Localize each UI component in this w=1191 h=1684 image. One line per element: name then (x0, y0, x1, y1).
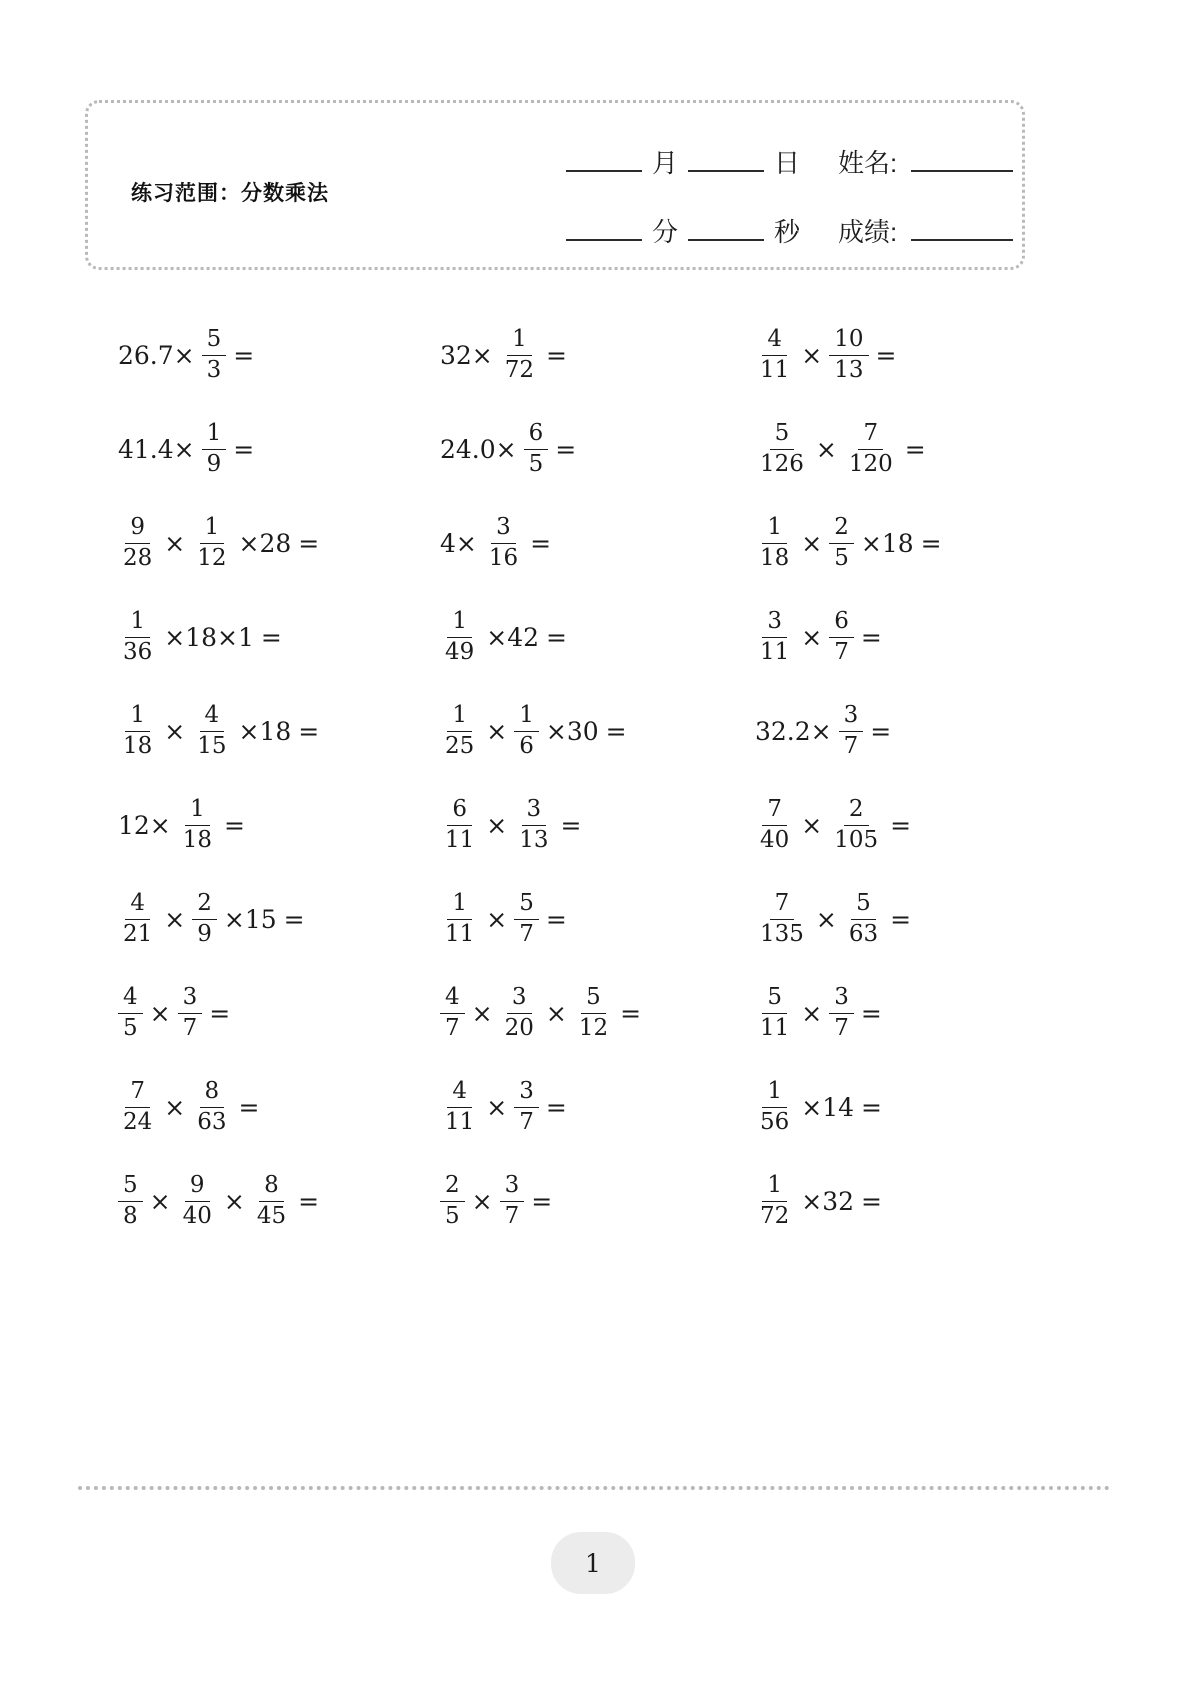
denominator: 11 (760, 356, 790, 383)
denominator: 72 (504, 356, 535, 383)
equals-sign: = (209, 998, 231, 1028)
fraction (755, 890, 809, 947)
denominator: 11 (445, 920, 475, 947)
numerator: 7 (762, 796, 787, 825)
problem-10 (118, 590, 440, 684)
operand: × (815, 904, 837, 934)
numerator: 7 (125, 1078, 150, 1107)
problem-12 (755, 590, 1042, 684)
fraction (118, 1172, 143, 1229)
operand: 32.2× (755, 716, 832, 746)
denominator: 7 (834, 1014, 849, 1041)
denominator: 3 (206, 356, 222, 383)
denominator: 63 (197, 1108, 227, 1135)
fraction (755, 420, 809, 477)
equals-sign: = (890, 904, 912, 934)
equals-sign: = (860, 998, 882, 1028)
problem-14 (440, 684, 755, 778)
numerator: 5 (118, 1172, 143, 1201)
page-number-pill (551, 1532, 635, 1594)
fraction (755, 326, 794, 383)
numerator: 1 (125, 702, 150, 731)
operand: × (486, 904, 508, 934)
fraction (514, 702, 539, 759)
fraction (755, 796, 794, 853)
fraction (844, 420, 898, 477)
problem-17 (440, 778, 755, 872)
numerator: 9 (125, 514, 150, 543)
equals-sign: = (233, 434, 255, 464)
operand: ×28 (238, 528, 292, 558)
problem-13 (118, 684, 440, 778)
denominator: 9 (197, 920, 212, 947)
equals-sign: = (545, 1092, 567, 1122)
fraction (829, 796, 883, 853)
denominator: 11 (445, 1108, 475, 1135)
numerator: 8 (200, 1078, 225, 1107)
problem-5 (440, 402, 755, 496)
denominator: 11 (445, 826, 475, 853)
page-number: 1 (585, 1548, 601, 1578)
problem-30 (755, 1154, 1042, 1248)
denominator: 7 (519, 920, 534, 947)
operand: × (801, 998, 823, 1028)
second-label: 秒 (774, 217, 801, 247)
problem-23 (440, 966, 755, 1060)
problem-29 (440, 1154, 755, 1248)
denominator: 20 (504, 1014, 534, 1041)
numerator: 3 (507, 984, 532, 1013)
operand: × (815, 434, 837, 464)
numerator: 3 (491, 514, 516, 543)
operand: × (486, 1092, 508, 1122)
denominator: 7 (834, 638, 849, 665)
numerator: 3 (839, 702, 864, 731)
denominator: 25 (445, 732, 475, 759)
numerator: 2 (829, 514, 854, 543)
numerator: 1 (200, 514, 225, 543)
operand: × (149, 1186, 171, 1216)
operand: ×14 (801, 1092, 855, 1122)
equals-sign: = (530, 528, 552, 558)
fraction (500, 326, 539, 383)
equals-sign: = (890, 810, 912, 840)
numerator: 3 (178, 984, 203, 1013)
fraction (829, 514, 854, 571)
numerator: 4 (440, 984, 465, 1013)
numerator: 3 (762, 608, 787, 637)
equals-sign: = (546, 340, 567, 370)
denominator: 11 (760, 638, 790, 665)
equals-sign: = (875, 340, 897, 370)
problem-8 (440, 496, 755, 590)
day-label: 日 (774, 148, 801, 178)
denominator: 126 (760, 450, 804, 477)
minute-blank (566, 239, 642, 241)
denominator: 40 (182, 1202, 212, 1229)
fraction (755, 514, 794, 571)
numerator: 1 (447, 702, 472, 731)
fraction (514, 796, 553, 853)
equals-sign: = (555, 434, 577, 464)
name-blank (911, 170, 1013, 172)
fraction (440, 608, 479, 665)
numerator: 5 (581, 984, 606, 1013)
fraction (252, 1172, 291, 1229)
equals-sign: = (870, 716, 892, 746)
fraction (118, 514, 157, 571)
denominator: 72 (760, 1202, 790, 1229)
denominator: 24 (123, 1108, 153, 1135)
problem-22 (118, 966, 440, 1060)
fraction (118, 1078, 157, 1135)
fraction (829, 984, 854, 1041)
fraction (192, 1078, 231, 1135)
numerator: 9 (185, 1172, 210, 1201)
fraction (192, 890, 217, 947)
fraction (755, 1172, 794, 1229)
fraction (118, 702, 157, 759)
fraction (178, 984, 203, 1041)
numerator: 3 (500, 1172, 525, 1201)
numerator: 1 (125, 608, 150, 637)
operand: × (486, 716, 508, 746)
numerator: 5 (202, 326, 227, 355)
problem-20 (440, 872, 755, 966)
problem-9 (755, 496, 1042, 590)
problem-25 (118, 1060, 440, 1154)
numerator: 4 (447, 1078, 472, 1107)
denominator: 5 (123, 1014, 138, 1041)
month-label: 月 (652, 148, 679, 178)
problem-1 (118, 308, 440, 402)
numerator: 10 (829, 326, 868, 355)
operand: 41.4× (118, 434, 195, 464)
time-score-line (566, 212, 1013, 249)
numerator: 6 (447, 796, 472, 825)
operand: ×15 (223, 904, 277, 934)
numerator: 1 (762, 514, 787, 543)
equals-sign: = (546, 622, 567, 652)
numerator: 3 (829, 984, 854, 1013)
name-label: 姓名: (838, 148, 898, 178)
operand: 24.0× (440, 434, 517, 464)
fraction (440, 796, 479, 853)
problem-2 (440, 308, 755, 402)
operand: 4× (440, 528, 477, 558)
problem-16 (118, 778, 440, 872)
denominator: 6 (519, 732, 534, 759)
numerator: 3 (522, 796, 547, 825)
fraction (118, 608, 157, 665)
fraction (440, 984, 465, 1041)
numerator: 1 (762, 1078, 787, 1107)
denominator: 15 (197, 732, 227, 759)
denominator: 7 (182, 1014, 198, 1041)
numerator: 2 (440, 1172, 465, 1201)
score-label: 成绩: (838, 217, 898, 247)
denominator: 7 (519, 1108, 534, 1135)
fraction (192, 702, 231, 759)
fraction (839, 702, 864, 759)
operand: × (471, 998, 493, 1028)
operand: × (545, 998, 567, 1028)
denominator: 9 (206, 450, 222, 477)
numerator: 6 (524, 420, 549, 449)
denominator: 12 (197, 544, 227, 571)
equals-sign: = (620, 998, 642, 1028)
problem-21 (755, 872, 1042, 966)
problem-15 (755, 684, 1042, 778)
operand: ×32 (801, 1186, 855, 1216)
numerator: 1 (514, 702, 539, 731)
denominator: 7 (843, 732, 859, 759)
numerator: 4 (125, 890, 150, 919)
denominator: 45 (256, 1202, 287, 1229)
denominator: 12 (578, 1014, 609, 1041)
denominator: 13 (834, 356, 864, 383)
fraction (440, 1078, 479, 1135)
equals-sign: = (260, 622, 282, 652)
operand: 26.7× (118, 340, 195, 370)
operand: × (486, 810, 508, 840)
denominator: 16 (488, 544, 519, 571)
denominator: 49 (445, 638, 475, 665)
equals-sign: = (560, 810, 582, 840)
numerator: 1 (447, 890, 472, 919)
problem-28 (118, 1154, 440, 1248)
fraction (829, 608, 854, 665)
numerator: 1 (762, 1172, 787, 1201)
problem-4 (118, 402, 440, 496)
operand: × (801, 340, 823, 370)
equals-sign: = (531, 1186, 553, 1216)
denominator: 5 (834, 544, 849, 571)
equals-sign: = (605, 716, 627, 746)
footer-divider (78, 1486, 1110, 1490)
denominator: 5 (528, 450, 544, 477)
problem-3 (755, 308, 1042, 402)
fraction (755, 1078, 794, 1135)
fraction (440, 702, 479, 759)
operand: ×18 (238, 716, 292, 746)
header-box (85, 100, 1025, 270)
numerator: 1 (447, 608, 472, 637)
date-name-line (566, 143, 1013, 180)
equals-sign: = (298, 716, 320, 746)
operand: ×18 (860, 528, 914, 558)
numerator: 7 (770, 890, 795, 919)
header-fields (566, 143, 1013, 249)
fraction (192, 514, 231, 571)
fraction (524, 420, 549, 477)
equals-sign: = (861, 1186, 882, 1216)
fraction (118, 984, 143, 1041)
month-blank (566, 170, 642, 172)
denominator: 5 (445, 1202, 460, 1229)
operand: ×42 (486, 622, 540, 652)
operand: × (801, 528, 823, 558)
equals-sign: = (298, 1186, 320, 1216)
score-blank (911, 239, 1013, 241)
fraction (574, 984, 613, 1041)
problem-grid (118, 308, 1042, 1248)
fraction (440, 1172, 465, 1229)
operand: ×30 (545, 716, 599, 746)
numerator: 8 (259, 1172, 284, 1201)
numerator: 1 (202, 420, 227, 449)
operand: × (223, 1186, 245, 1216)
operand: × (164, 716, 186, 746)
denominator: 18 (182, 826, 213, 853)
practice-scope-label: 练习范围：分数乘法 (131, 182, 329, 205)
problem-24 (755, 966, 1042, 1060)
numerator: 1 (507, 326, 532, 355)
fraction (118, 890, 157, 947)
denominator: 120 (848, 450, 893, 477)
denominator: 40 (760, 826, 790, 853)
problem-6 (755, 402, 1042, 496)
equals-sign: = (298, 528, 320, 558)
numerator: 4 (118, 984, 143, 1013)
fraction (514, 1078, 539, 1135)
fraction (178, 796, 217, 853)
problem-18 (755, 778, 1042, 872)
fraction (202, 420, 227, 477)
equals-sign: = (861, 1092, 882, 1122)
numerator: 5 (770, 420, 795, 449)
denominator: 135 (760, 920, 804, 947)
fraction (829, 326, 868, 383)
fraction (755, 984, 794, 1041)
denominator: 7 (445, 1014, 460, 1041)
equals-sign: = (860, 622, 882, 652)
operand: × (164, 528, 186, 558)
equals-sign: = (283, 904, 305, 934)
denominator: 28 (123, 544, 153, 571)
operand: × (801, 810, 823, 840)
fraction (500, 984, 539, 1041)
operand: × (471, 1186, 493, 1216)
equals-sign: = (238, 1092, 260, 1122)
equals-sign: = (920, 528, 942, 558)
minute-label: 分 (652, 217, 679, 247)
denominator: 56 (760, 1108, 790, 1135)
numerator: 5 (851, 890, 876, 919)
fraction (484, 514, 523, 571)
problem-27 (755, 1060, 1042, 1154)
operand: 12× (118, 810, 171, 840)
numerator: 2 (192, 890, 217, 919)
denominator: 13 (519, 826, 549, 853)
operand: × (164, 1092, 186, 1122)
equals-sign: = (224, 810, 245, 840)
denominator: 11 (760, 1014, 790, 1041)
denominator: 21 (123, 920, 153, 947)
numerator: 3 (514, 1078, 539, 1107)
fraction (844, 890, 883, 947)
second-blank (688, 239, 764, 241)
operand: × (149, 998, 171, 1028)
numerator: 6 (829, 608, 854, 637)
operand: × (801, 622, 823, 652)
denominator: 36 (123, 638, 153, 665)
numerator: 5 (762, 984, 787, 1013)
denominator: 105 (834, 826, 879, 853)
numerator: 4 (762, 326, 787, 355)
fraction (755, 608, 794, 665)
fraction (514, 890, 539, 947)
fraction (440, 890, 479, 947)
problem-11 (440, 590, 755, 684)
numerator: 7 (858, 420, 883, 449)
denominator: 18 (760, 544, 790, 571)
denominator: 8 (123, 1202, 138, 1229)
equals-sign: = (545, 904, 567, 934)
operand: ×18×1 (164, 622, 254, 652)
equals-sign: = (233, 340, 255, 370)
problem-19 (118, 872, 440, 966)
denominator: 18 (123, 732, 153, 759)
numerator: 1 (185, 796, 210, 825)
operand: × (164, 904, 186, 934)
fraction (178, 1172, 217, 1229)
fraction (500, 1172, 525, 1229)
denominator: 7 (504, 1202, 520, 1229)
numerator: 2 (844, 796, 869, 825)
numerator: 5 (514, 890, 539, 919)
problem-26 (440, 1060, 755, 1154)
day-blank (688, 170, 764, 172)
operand: 32× (440, 340, 493, 370)
numerator: 4 (200, 702, 225, 731)
fraction (202, 326, 227, 383)
equals-sign: = (904, 434, 926, 464)
problem-7 (118, 496, 440, 590)
denominator: 63 (848, 920, 879, 947)
